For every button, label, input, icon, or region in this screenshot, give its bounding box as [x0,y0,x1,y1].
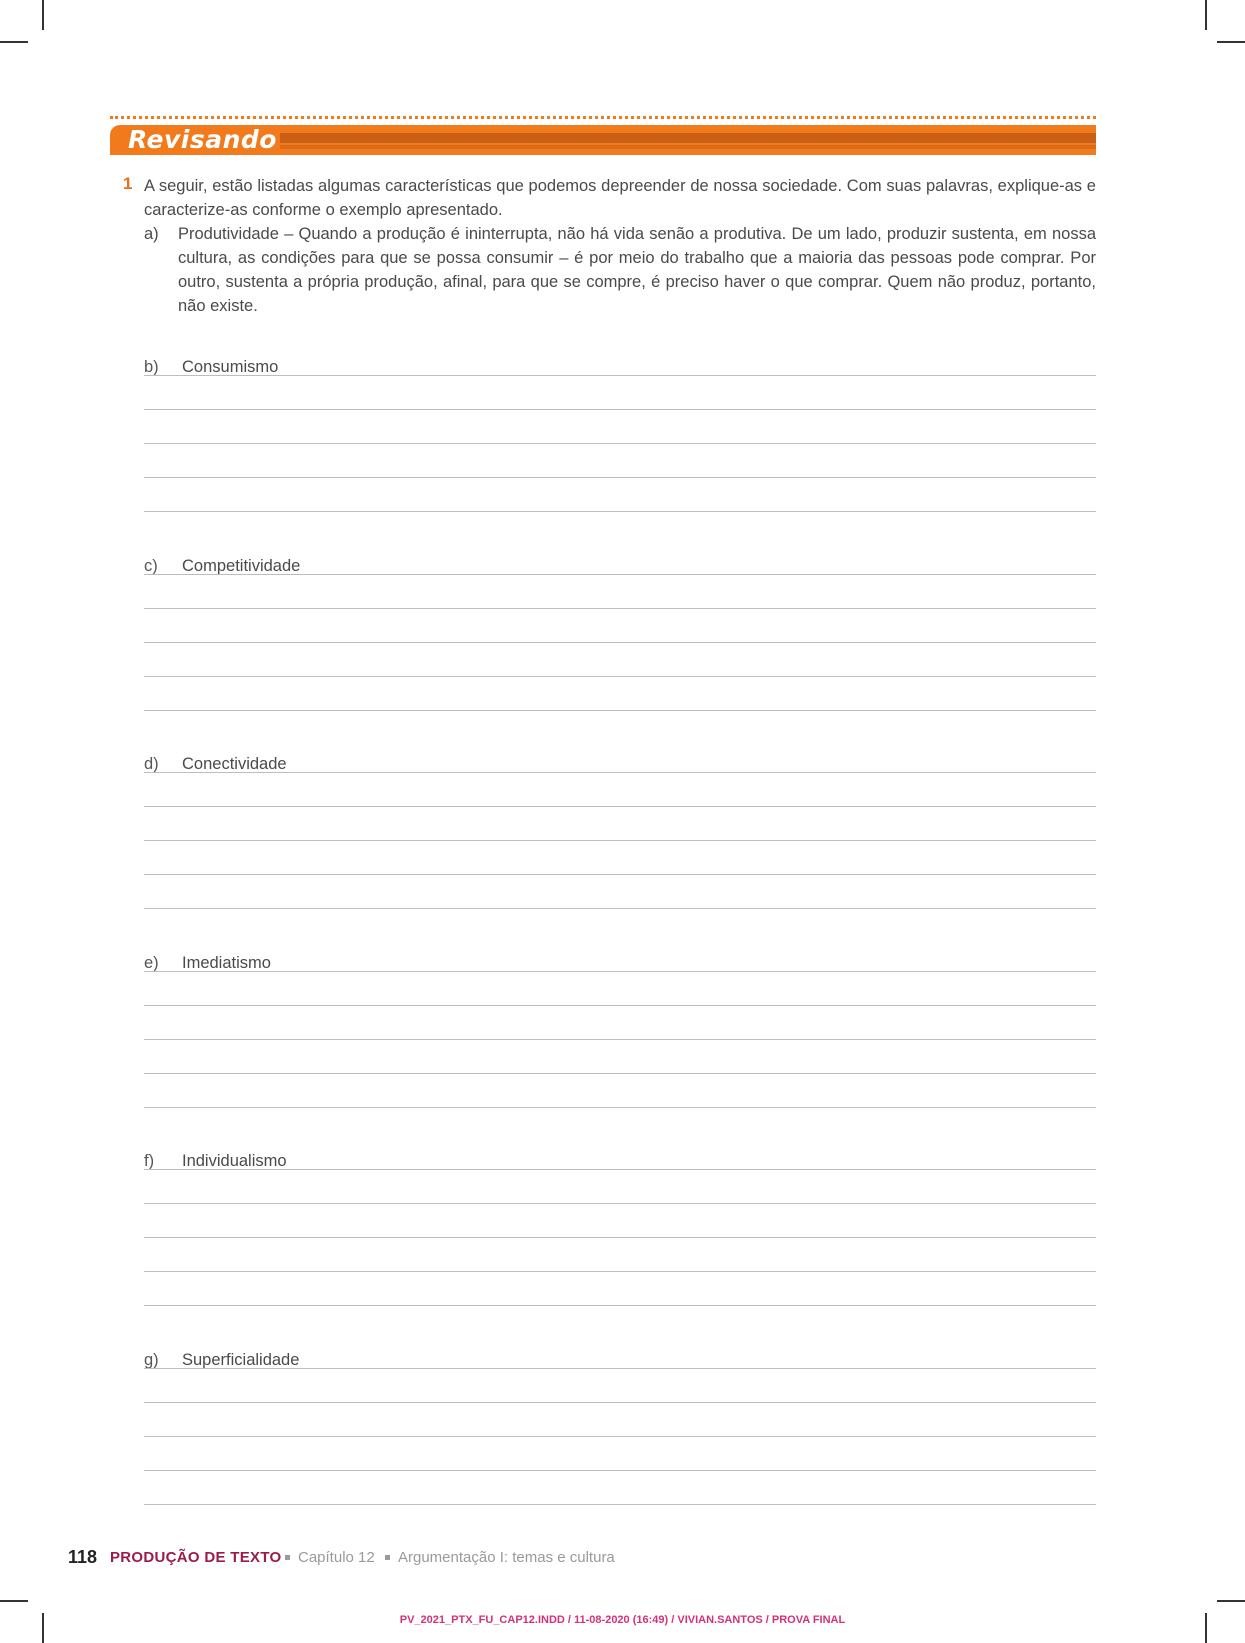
item-letter: f) [144,1152,155,1170]
page-number: 118 [68,1547,98,1567]
crop-mark [0,41,28,43]
answer-line[interactable] [144,676,1096,677]
chapter-title: Argumentação I: temas e cultura [398,1549,615,1566]
answer-line[interactable] [144,1237,1096,1238]
answer-line[interactable] [144,511,1096,512]
answer-line[interactable] [144,642,1096,643]
separator-square [385,1555,390,1560]
section-title: Revisando [128,125,277,154]
answer-line[interactable] [144,1073,1096,1074]
answer-line[interactable] [144,443,1096,444]
answer-line[interactable] [144,1005,1096,1006]
answer-line[interactable] [144,710,1096,711]
item-letter: g) [144,1351,159,1369]
answer-line[interactable] [144,908,1096,909]
item-letter: e) [144,954,159,972]
answer-line[interactable] [144,1436,1096,1437]
answer-line[interactable] [144,1402,1096,1403]
crop-mark [1217,1600,1245,1602]
crop-mark [42,0,44,30]
chapter-label: Capítulo 12 [298,1549,375,1566]
answer-line[interactable] [144,1107,1096,1108]
answer-line[interactable] [144,409,1096,410]
answer-line[interactable] [144,806,1096,807]
item-label: Individualismo [182,1152,287,1170]
print-slug: PV_2021_PTX_FU_CAP12.INDD / 11-08-2020 (16:49) / VIVIAN.SANTOS / PROVA FINAL [399,1614,846,1626]
crop-mark [1205,0,1207,30]
example-text: Produtividade – Quando a produção é ininterrupta, não há vida senão a produtiva. De um lado, produzir sustenta, em nossa cultura, as condições para que se possa consumir – é por meio do trabalho que a maioria das pessoas pode comprar. Por outro, sustenta a própria produção, afinal, para que se compre, é preciso haver o que comprar. Quem não produz, portanto, não existe. [178,225,1096,315]
answer-line[interactable] [144,574,1096,575]
answer-line[interactable] [144,375,1096,376]
answer-line[interactable] [144,1203,1096,1204]
example-letter: a) [144,225,159,243]
book-title: PRODUÇÃO DE TEXTO [110,1549,282,1566]
item-letter: b) [144,358,159,376]
answer-line[interactable] [144,608,1096,609]
crop-mark [1217,41,1245,43]
answer-line[interactable] [144,1169,1096,1170]
answer-line[interactable] [144,1368,1096,1369]
answer-line[interactable] [144,874,1096,875]
answer-line[interactable] [144,772,1096,773]
answer-line[interactable] [144,1039,1096,1040]
question-text: A seguir, estão listadas algumas características que podemos depreender de nossa sociedade. Com suas palavras, explique-as e caracterize-as conforme o exemplo apresentado. [144,177,1096,219]
answer-line[interactable] [144,1271,1096,1272]
answer-line[interactable] [144,477,1096,478]
answer-line[interactable] [144,1305,1096,1306]
item-label: Consumismo [182,358,279,376]
item-letter: c) [144,557,158,575]
item-label: Superficialidade [182,1351,300,1369]
answer-line[interactable] [144,1504,1096,1505]
dotted-rule [110,116,1096,119]
item-label: Conectividade [182,755,287,773]
banner-stripe [280,145,1096,149]
answer-line[interactable] [144,1470,1096,1471]
item-label: Competitividade [182,557,301,575]
section-banner [110,116,1096,160]
answer-line[interactable] [144,971,1096,972]
item-letter: d) [144,755,159,773]
banner-stripe [280,133,1096,143]
answer-line[interactable] [144,840,1096,841]
crop-mark [0,1600,28,1602]
separator-square [285,1555,290,1560]
question-number: 1 [123,174,133,193]
item-label: Imediatismo [182,954,271,972]
